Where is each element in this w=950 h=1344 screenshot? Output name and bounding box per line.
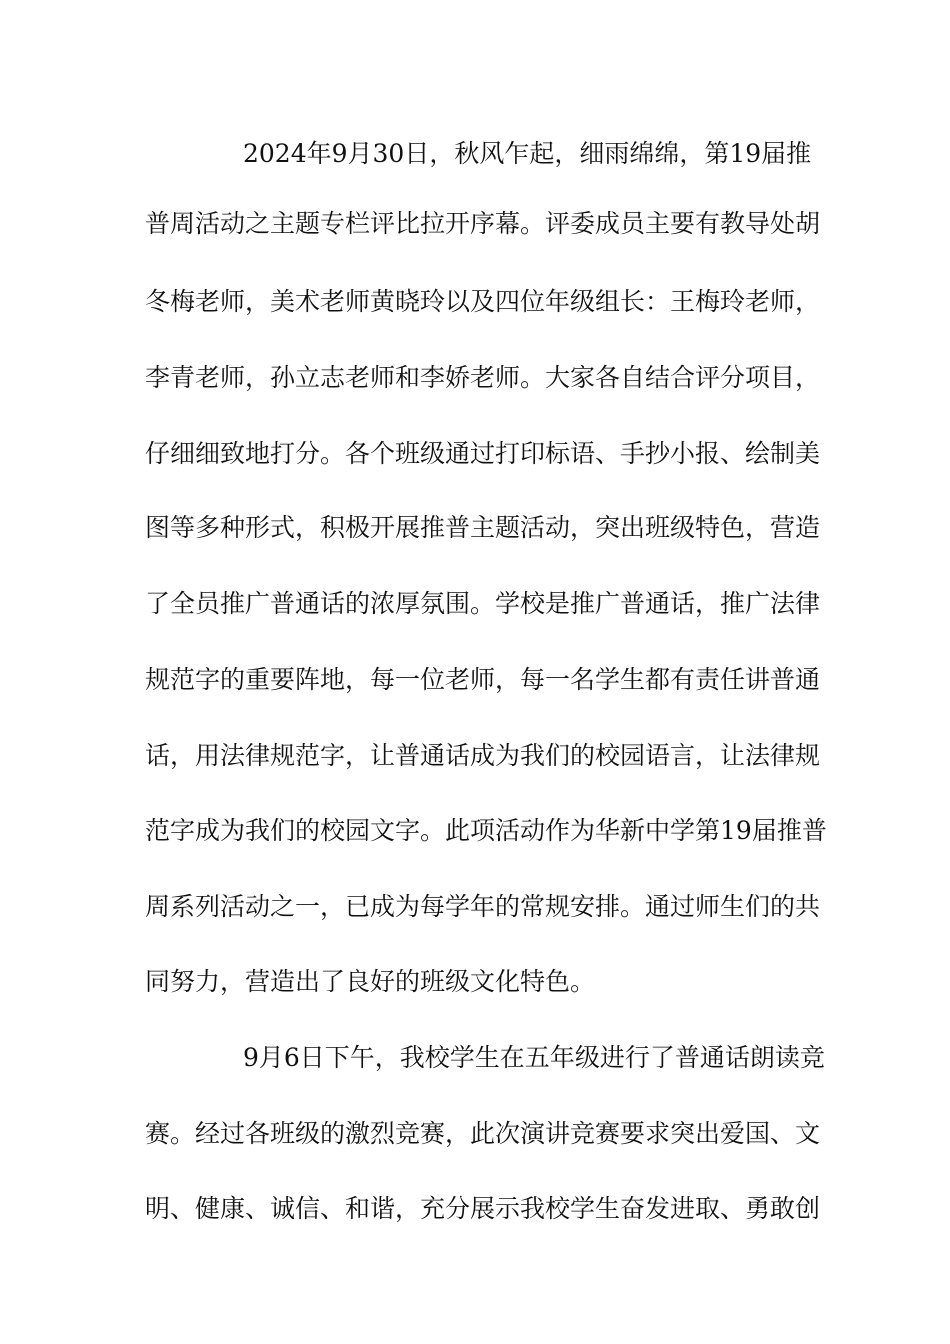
paragraph-2-line-2: 赛。经过各班级的激烈竞赛，此次演讲竞赛要求突出爱国、文 [145,1119,821,1148]
paragraph-1-line-8: 规范字的重要阵地，每一位老师，每一名学生都有责任讲普通 [145,665,821,694]
paragraph-1-line-11: 周系列活动之一，已成为每学年的常规安排。通过师生们的共 [145,892,821,921]
paragraph-2-line-3: 明、健康、诚信、和谐，充分展示我校学生奋发进取、勇敢创 [145,1194,821,1223]
paragraph-1-line-5: 仔细细致地打分。各个班级通过打印标语、手抄小报、绘制美 [145,439,821,468]
paragraph-1-line-2: 普周活动之主题专栏评比拉开序幕。评委成员主要有教导处胡 [145,209,821,238]
paragraph-1-line-1: 2024年9月30日，秋风乍起，细雨绵绵，第19届推 [243,139,812,168]
paragraph-1-line-6: 图等多种形式，积极开展推普主题活动，突出班级特色，营造 [145,513,821,542]
paragraph-1-line-3: 冬梅老师，美术老师黄晓玲以及四位年级组长：王梅玲老师， [145,287,821,316]
paragraph-2-line-1: 9月6日下午，我校学生在五年级进行了普通话朗读竞 [243,1043,825,1072]
paragraph-1-line-12: 同努力，营造出了良好的班级文化特色。 [145,967,596,996]
paragraph-1-line-10: 范字成为我们的校园文字。此项活动作为华新中学第19届推普 [145,816,827,845]
paragraph-1-line-7: 了全员推广普通话的浓厚氛围。学校是推广普通话，推广法律 [145,589,821,618]
paragraph-1-line-4: 李青老师，孙立志老师和李娇老师。大家各自结合评分项目， [145,363,821,392]
paragraph-1-line-9: 话，用法律规范字，让普通话成为我们的校园语言，让法律规 [145,741,821,770]
